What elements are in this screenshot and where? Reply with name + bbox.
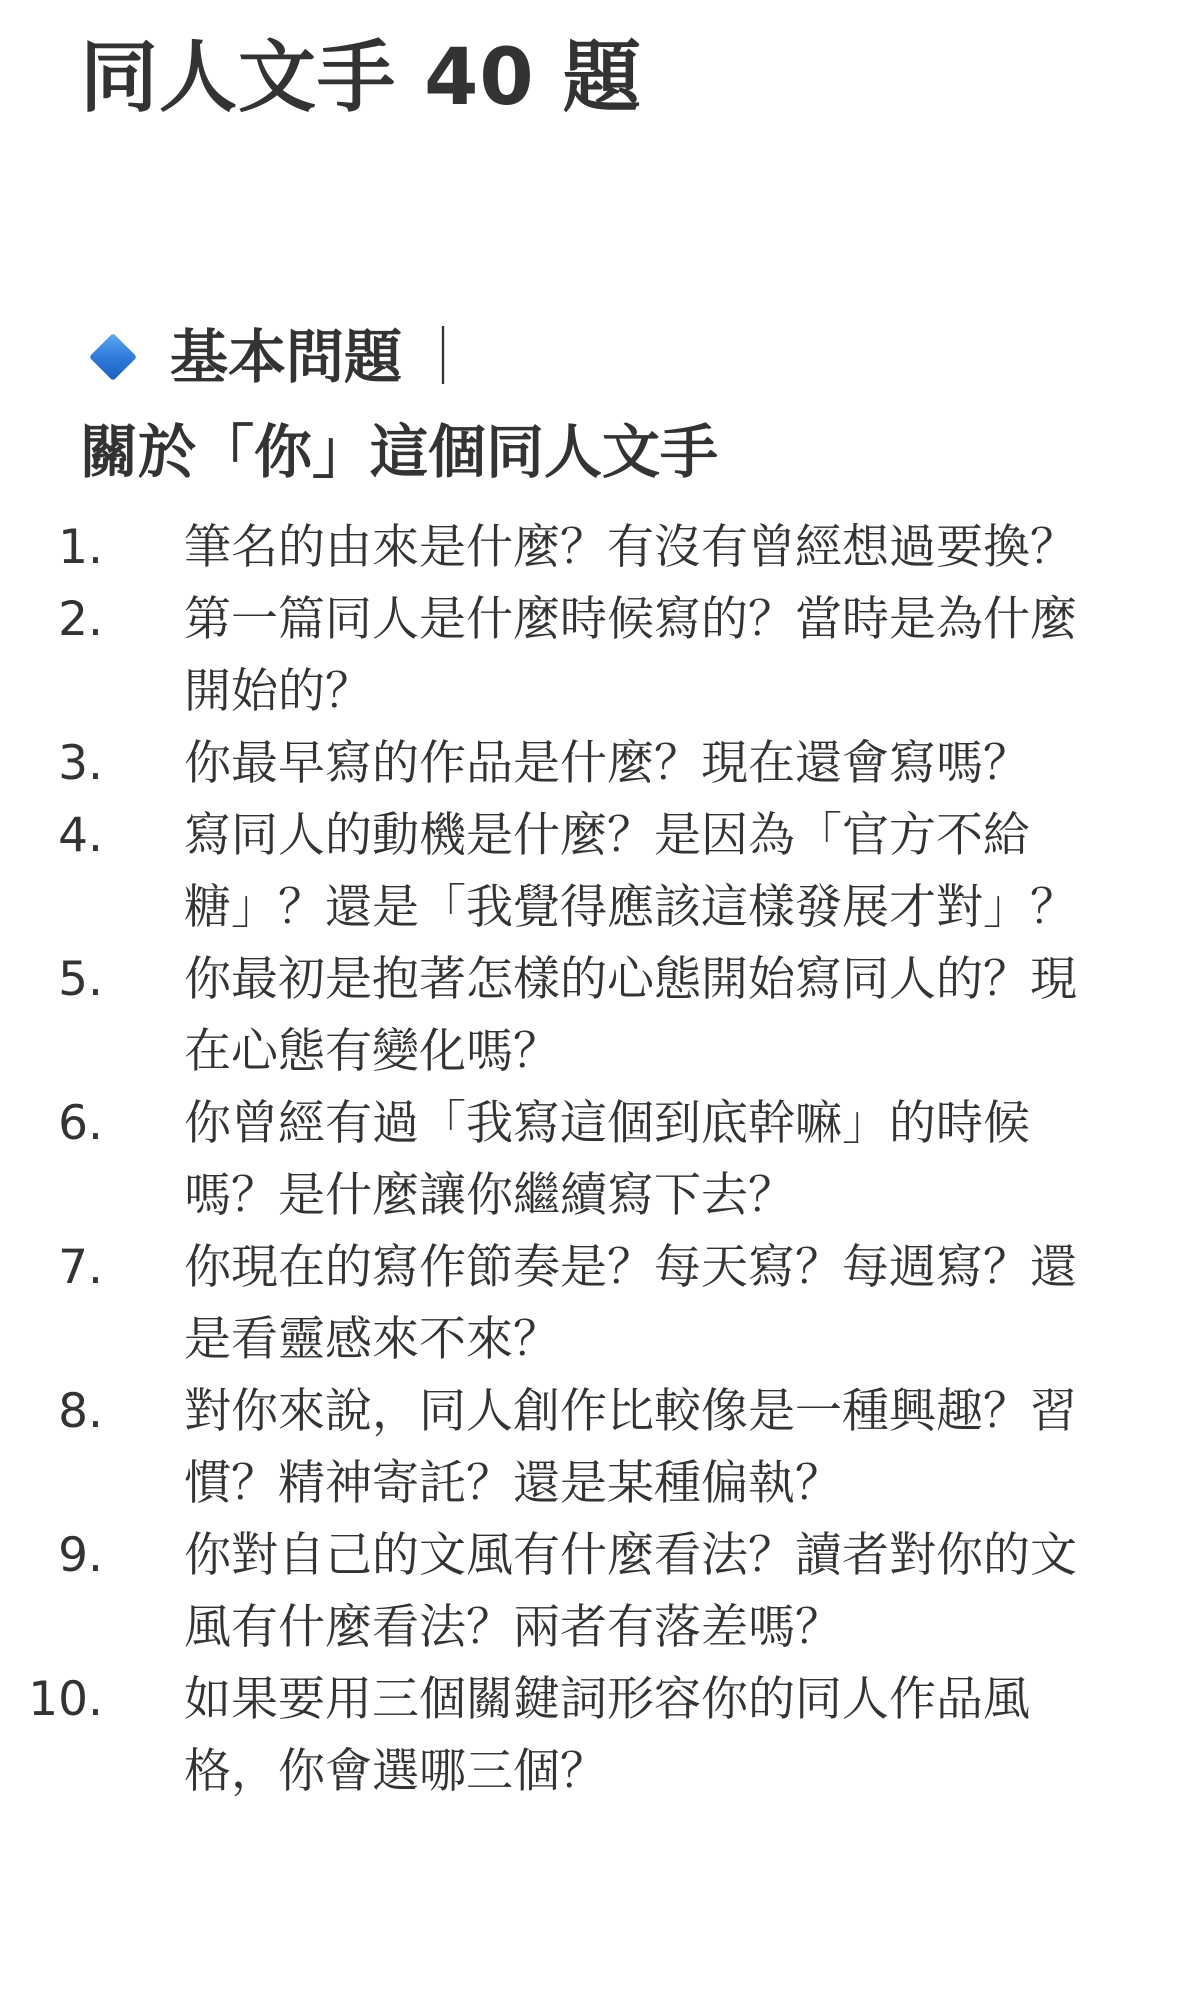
question-list xyxy=(0,512,1179,1808)
question-item xyxy=(0,584,1114,728)
question-number: 1. xyxy=(58,520,103,575)
section-title: 基本問題 xyxy=(170,323,403,391)
question-text: 如果要用三個關鍵詞形容你的同人作品風格，你會選哪三個？ xyxy=(184,1672,1030,1799)
question-text: 你最早寫的作品是什麼？現在還會寫嗎？ xyxy=(184,736,1030,791)
question-item xyxy=(0,944,1114,1088)
question-text: 你對自己的文風有什麼看法？讀者對你的文風有什麼看法？兩者有落差嗎？ xyxy=(184,1528,1077,1655)
question-number: 9. xyxy=(58,1528,103,1583)
question-text: 對你來說，同人創作比較像是一種興趣？習慣？精神寄託？還是某種偏執？ xyxy=(184,1384,1077,1511)
question-item xyxy=(0,1232,1114,1376)
diamond-icon xyxy=(89,333,137,381)
section-subtitle: 關於「你」這個同人文手 xyxy=(80,418,719,486)
question-text: 你最初是抱著怎樣的心態開始寫同人的？現在心態有變化嗎？ xyxy=(184,952,1077,1079)
question-number: 7. xyxy=(58,1240,103,1295)
question-number: 4. xyxy=(58,808,103,863)
section-heading xyxy=(86,316,472,398)
question-item xyxy=(0,1088,1114,1232)
question-item xyxy=(0,800,1114,944)
question-text: 你現在的寫作節奏是？每天寫？每週寫？還是看靈感來不來？ xyxy=(184,1240,1077,1367)
question-number: 6. xyxy=(58,1096,103,1151)
question-text: 筆名的由來是什麼？有沒有曾經想過要換？ xyxy=(184,520,1077,575)
question-text: 第一篇同人是什麼時候寫的？當時是為什麼開始的？ xyxy=(184,592,1077,719)
heading-separator: ｜ xyxy=(414,323,473,391)
question-item xyxy=(0,1520,1114,1664)
question-text: 寫同人的動機是什麼？是因為「官方不給糖」？還是「我覺得應該這樣發展才對」？ xyxy=(184,808,1077,935)
question-number: 10. xyxy=(28,1672,103,1727)
question-number: 8. xyxy=(58,1384,103,1439)
page-title: 同人文手 40 題 xyxy=(80,33,642,123)
question-number: 5. xyxy=(58,952,103,1007)
question-item xyxy=(0,1376,1114,1520)
question-item xyxy=(0,728,1114,800)
question-item xyxy=(0,512,1114,584)
question-text: 你曾經有過「我寫這個到底幹嘛」的時候嗎？是什麼讓你繼續寫下去？ xyxy=(184,1096,1030,1223)
question-number: 3. xyxy=(58,736,103,791)
question-number: 2. xyxy=(58,592,103,647)
question-item xyxy=(0,1664,1114,1808)
